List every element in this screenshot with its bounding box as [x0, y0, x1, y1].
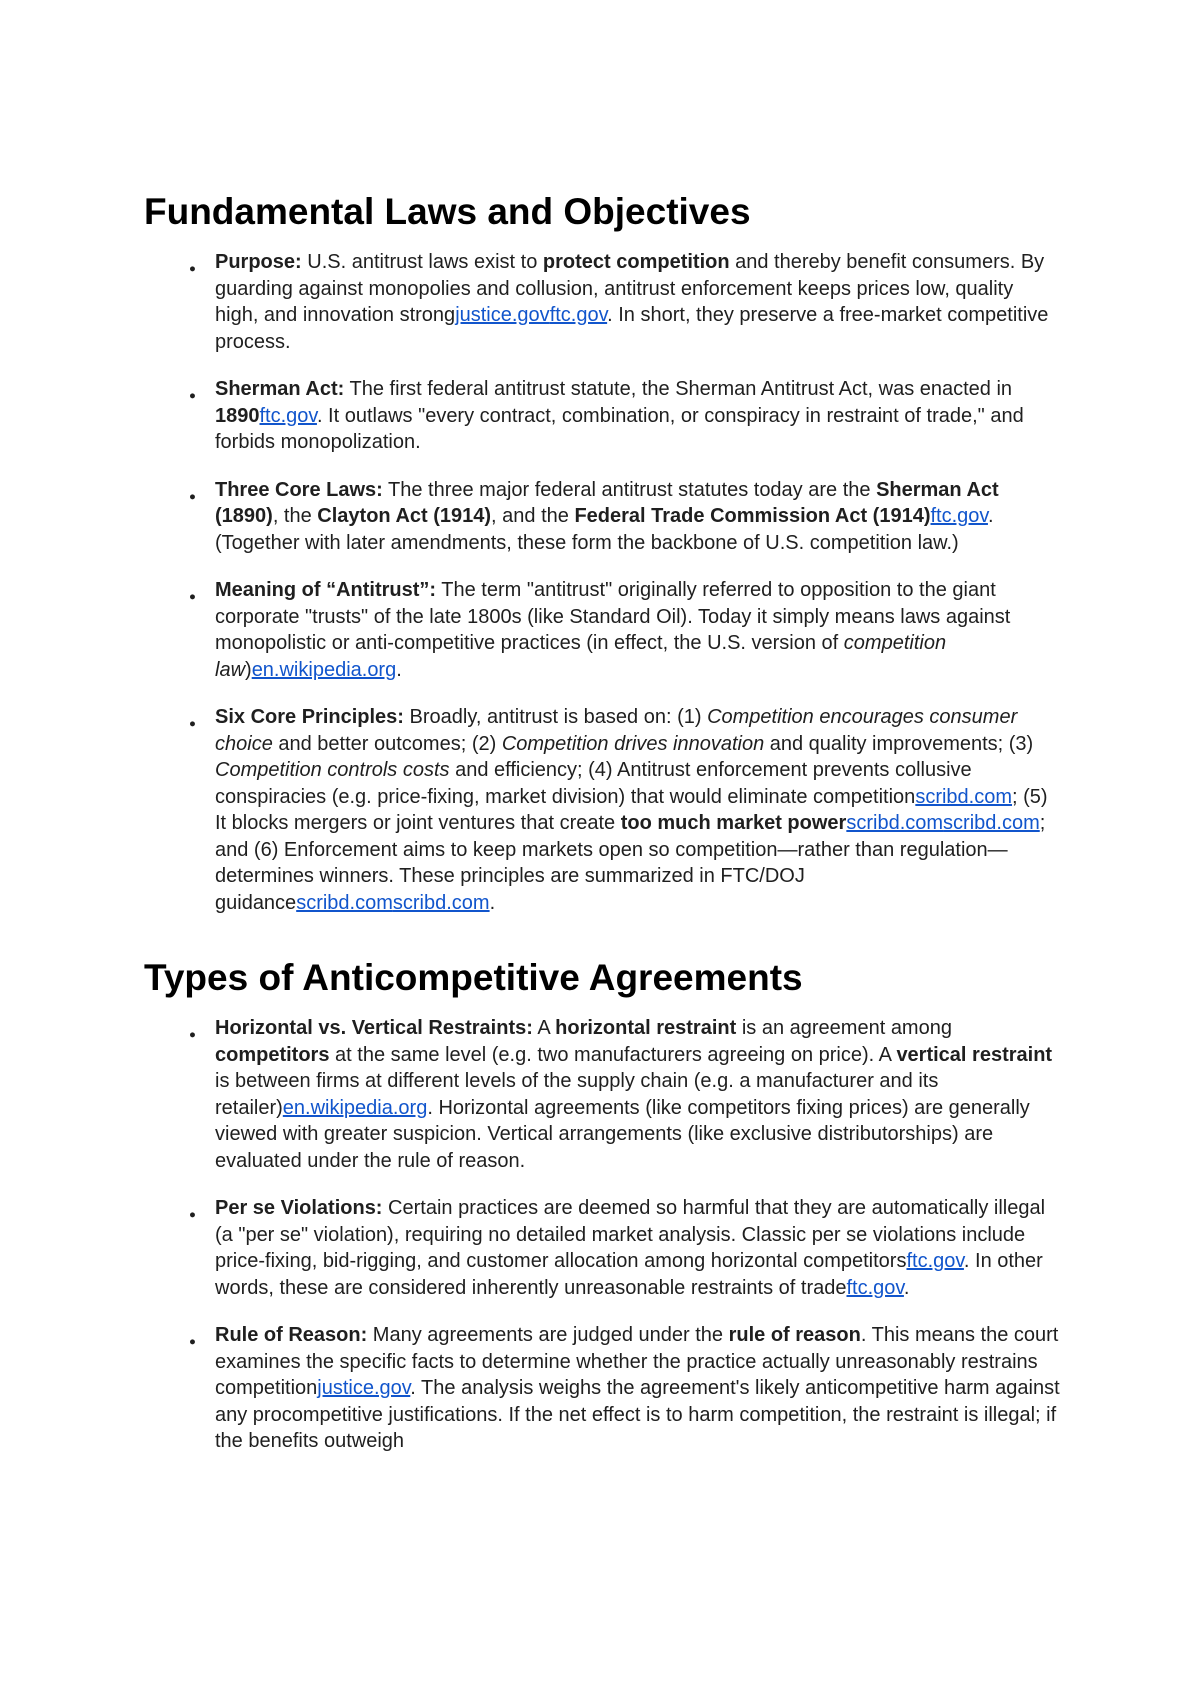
text-run-normal: . Horizontal agreements (like competitors fixing prices) are generally viewed with greater suspicion. Vertical arrangements (like exclusive distributorships) are evaluated under the rule of reason.: [215, 1096, 1030, 1172]
text-run-bold: competitors: [215, 1043, 330, 1066]
text-run-normal: Broadly, antitrust is based on: (1): [403, 706, 708, 728]
text-run-bold: horizontal restraint: [555, 1017, 737, 1039]
text-run-normal: at the same level (e.g. two manufacturers agreeing on price). A: [329, 1043, 897, 1066]
text-run-normal: .: [903, 1276, 910, 1299]
text-run-normal: ; and (6) Enforcement aims to keep markets open so competition—rather than regulation—determines winners. These principles are summarized in FTC/DOJ guidance: [215, 812, 1046, 914]
bullet-list: [144, 249, 1060, 916]
text-run-bold: Three Core Laws:: [215, 478, 383, 501]
text-run-bold: protect competition: [542, 251, 730, 273]
text-run-normal: ): [245, 658, 252, 681]
text-run-italic: competition law: [215, 632, 947, 681]
inline-link[interactable]: justice.gov: [455, 304, 550, 326]
inline-link[interactable]: ftc.gov: [259, 404, 317, 427]
text-run-normal: . In other words, these are considered inherently unreasonable restraints of trade: [215, 1250, 1043, 1299]
inline-link[interactable]: en.wikipedia.org: [282, 1096, 428, 1119]
bullet-item: [144, 1015, 1060, 1174]
text-run-normal: The first federal antitrust statute, the Sherman Antitrust Act, was enacted in: [344, 378, 1013, 400]
inline-link[interactable]: scribd.com: [846, 812, 944, 834]
section-heading: Fundamental Laws and Objectives: [144, 191, 751, 232]
inline-link[interactable]: ftc.gov: [549, 304, 608, 326]
text-run-normal: The term "antitrust" originally referred to opposition to the giant corporate "trusts" of the late 1800s (like Standard Oil). Today it simply means laws against monopolistic or anti-competitive practices (in effect, the U.S. version of: [215, 579, 1011, 654]
text-run-bold: Six Core Principles:: [215, 706, 404, 728]
text-run-normal: .: [396, 658, 402, 681]
document-content: [144, 188, 1060, 1455]
text-run-bold: Rule of Reason:: [215, 1324, 368, 1346]
text-run-bold: 1890: [215, 404, 260, 427]
text-run-italic: Competition drives innovation: [501, 732, 765, 755]
text-run-normal: . The analysis weighs the agreement's likely anticompetitive harm against any procompetitive justifications. If the net effect is to harm competition, the restraint is illegal; if the benefits outweigh: [215, 1377, 1060, 1452]
text-run-normal: . This means the court examines the specific facts to determine whether the practice actually unreasonably restrains competition: [215, 1324, 1059, 1399]
text-run-italic: Competition encourages consumer choice: [215, 706, 1018, 755]
text-run-normal: and better outcomes; (2): [272, 732, 502, 755]
text-run-bold: Purpose:: [215, 251, 302, 273]
text-run-normal: and quality improvements; (3): [764, 732, 1034, 755]
text-run-normal: is between firms at different levels of the supply chain (e.g. a manufacturer and its retailer): [215, 1070, 939, 1119]
bullet-list: [144, 1015, 1060, 1455]
text-run-bold: Sherman Act:: [215, 378, 345, 400]
text-run-normal: . In short, they preserve a free-market competitive process.: [215, 304, 1049, 353]
bullet-item: [144, 1195, 1060, 1301]
text-run-normal: , and the: [491, 505, 575, 527]
text-run-bold: Federal Trade Commission Act (1914): [574, 505, 931, 527]
text-run-normal: , the: [272, 505, 318, 527]
inline-link[interactable]: scribd.com: [392, 891, 490, 914]
text-run-bold: rule of reason: [728, 1324, 861, 1346]
text-run-bold: Horizontal vs. Vertical Restraints:: [215, 1017, 533, 1039]
text-run-bold: vertical restraint: [896, 1043, 1053, 1066]
text-run-normal: Many agreements are judged under the: [367, 1324, 729, 1346]
text-run-bold: Sherman Act (1890): [215, 478, 999, 527]
section-heading: Types of Anticompetitive Agreements: [144, 957, 803, 998]
text-run-normal: .: [489, 891, 496, 914]
text-run-bold: too much market power: [620, 812, 847, 834]
text-run-normal: A: [532, 1017, 556, 1039]
text-run-bold: Meaning of “Antitrust”:: [215, 579, 437, 601]
text-run-normal: is an agreement among: [736, 1017, 952, 1039]
inline-link[interactable]: ftc.gov: [846, 1276, 904, 1299]
text-run-normal: and thereby benefit consumers. By guarding against monopolies and collusion, antitrust enforcement keeps prices low, quality high, and innovation strong: [215, 251, 1045, 326]
inline-link[interactable]: scribd.com: [915, 785, 1013, 808]
bullet-item: [144, 1322, 1060, 1455]
bullet-item: [144, 249, 1060, 355]
bullet-item: [144, 704, 1060, 916]
text-run-normal: Certain practices are deemed so harmful that they are automatically illegal (a "per se" violation), requiring no detailed market analysis. Classic per se violations include price-fixing, bid-rigging, and customer allocation among horizontal competitors: [215, 1197, 1046, 1272]
text-run-normal: and efficiency; (4) Antitrust enforcement prevents collusive conspiracies (e.g. price-fixing, market division) that would eliminate competition: [215, 759, 972, 808]
text-run-bold: Clayton Act (1914): [317, 505, 492, 527]
text-run-italic: Competition controls costs: [215, 759, 450, 781]
inline-link[interactable]: scribd.com: [943, 812, 1040, 834]
text-run-normal: ; (5) It blocks mergers or joint ventures that create: [215, 785, 1048, 834]
inline-link[interactable]: ftc.gov: [930, 505, 988, 527]
bullet-item: [144, 376, 1060, 456]
text-run-normal: The three major federal antitrust statutes today are the: [382, 478, 877, 501]
text-run-normal: U.S. antitrust laws exist to: [301, 251, 543, 273]
bullet-item: [144, 577, 1060, 683]
inline-link[interactable]: scribd.com: [296, 891, 393, 914]
bullet-item: [144, 477, 1060, 557]
text-run-normal: . It outlaws "every contract, combination, or conspiracy in restraint of trade," and forbids monopolization.: [215, 404, 1024, 453]
text-run-normal: . (Together with later amendments, these form the backbone of U.S. competition law.): [215, 505, 994, 554]
inline-link[interactable]: justice.gov: [317, 1377, 411, 1399]
inline-link[interactable]: ftc.gov: [906, 1250, 964, 1272]
text-run-bold: Per se Violations:: [215, 1197, 383, 1219]
inline-link[interactable]: en.wikipedia.org: [251, 658, 397, 681]
